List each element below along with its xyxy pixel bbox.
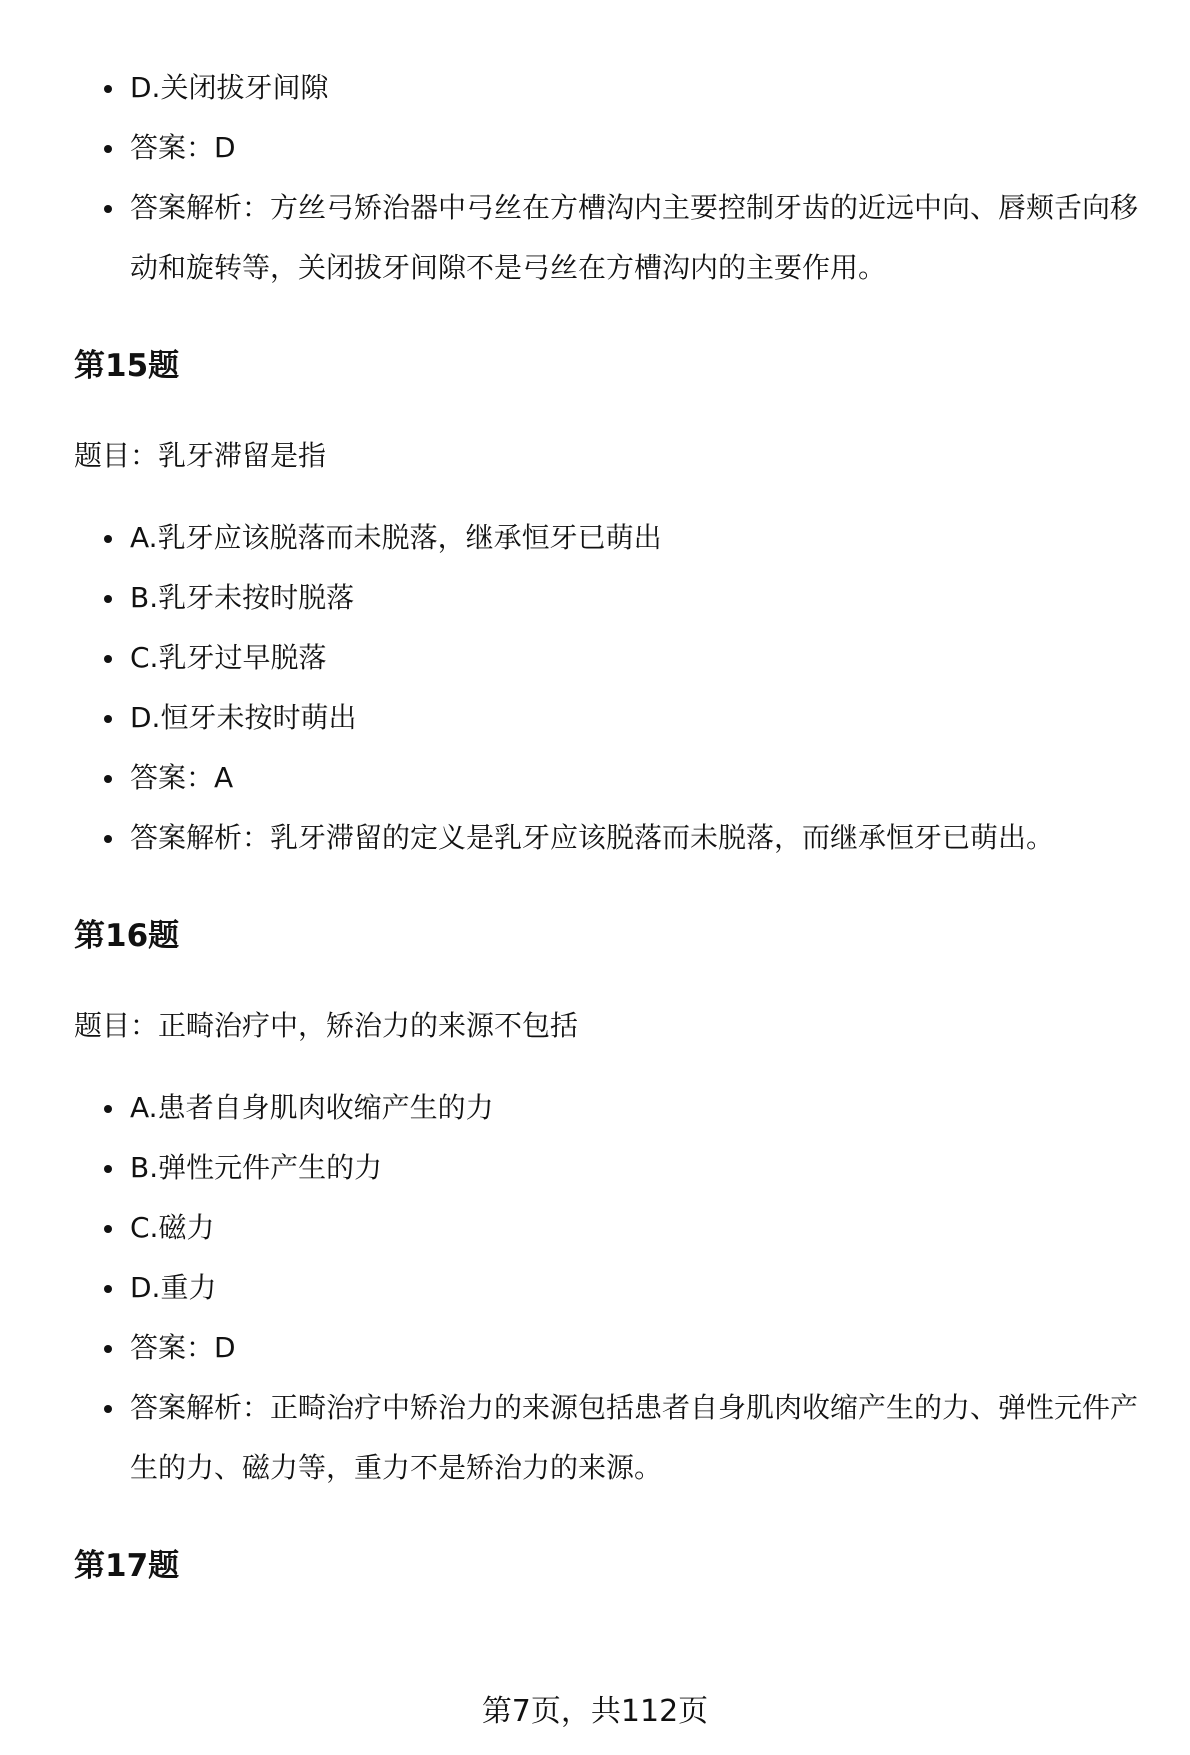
question-15-stem: 题目：乳牙滞留是指 <box>74 439 327 472</box>
answer-explanation: 答案解析：乳牙滞留的定义是乳牙应该脱落而未脱落，而继承恒牙已萌出。 <box>130 808 1164 868</box>
answer: 答案：A <box>130 748 1164 808</box>
option-a: A.患者自身肌肉收缩产生的力 <box>130 1078 1164 1138</box>
question-15-title: 第15题 <box>74 348 180 384</box>
option-a: A.乳牙应该脱落而未脱落，继承恒牙已萌出 <box>130 508 1164 568</box>
option-d: D.关闭拔牙间隙 <box>130 58 1164 118</box>
question-16-stem: 题目：正畸治疗中，矫治力的来源不包括 <box>74 1009 579 1042</box>
question-16-options-list <box>74 1078 1164 1498</box>
page-number-footer: 第7页，共112页 <box>481 1694 709 1729</box>
option-d: D.恒牙未按时萌出 <box>130 688 1164 748</box>
option-d: D.重力 <box>130 1258 1164 1318</box>
option-b: B.乳牙未按时脱落 <box>130 568 1164 628</box>
question-17-title: 第17题 <box>74 1548 180 1584</box>
q14-options-list <box>74 58 1164 298</box>
option-c: C.磁力 <box>130 1198 1164 1258</box>
option-c: C.乳牙过早脱落 <box>130 628 1164 688</box>
question-15-options-list <box>74 508 1164 868</box>
answer: 答案：D <box>130 118 1164 178</box>
answer-explanation: 答案解析：方丝弓矫治器中弓丝在方槽沟内主要控制牙齿的近远中向、唇颊舌向移动和旋转等，关闭拔牙间隙不是弓丝在方槽沟内的主要作用。 <box>130 178 1164 298</box>
question-16-title: 第16题 <box>74 918 180 954</box>
option-b: B.弹性元件产生的力 <box>130 1138 1164 1198</box>
answer-explanation: 答案解析：正畸治疗中矫治力的来源包括患者自身肌肉收缩产生的力、弹性元件产生的力、磁力等，重力不是矫治力的来源。 <box>130 1378 1164 1498</box>
answer: 答案：D <box>130 1318 1164 1378</box>
page-content <box>74 58 1164 1588</box>
